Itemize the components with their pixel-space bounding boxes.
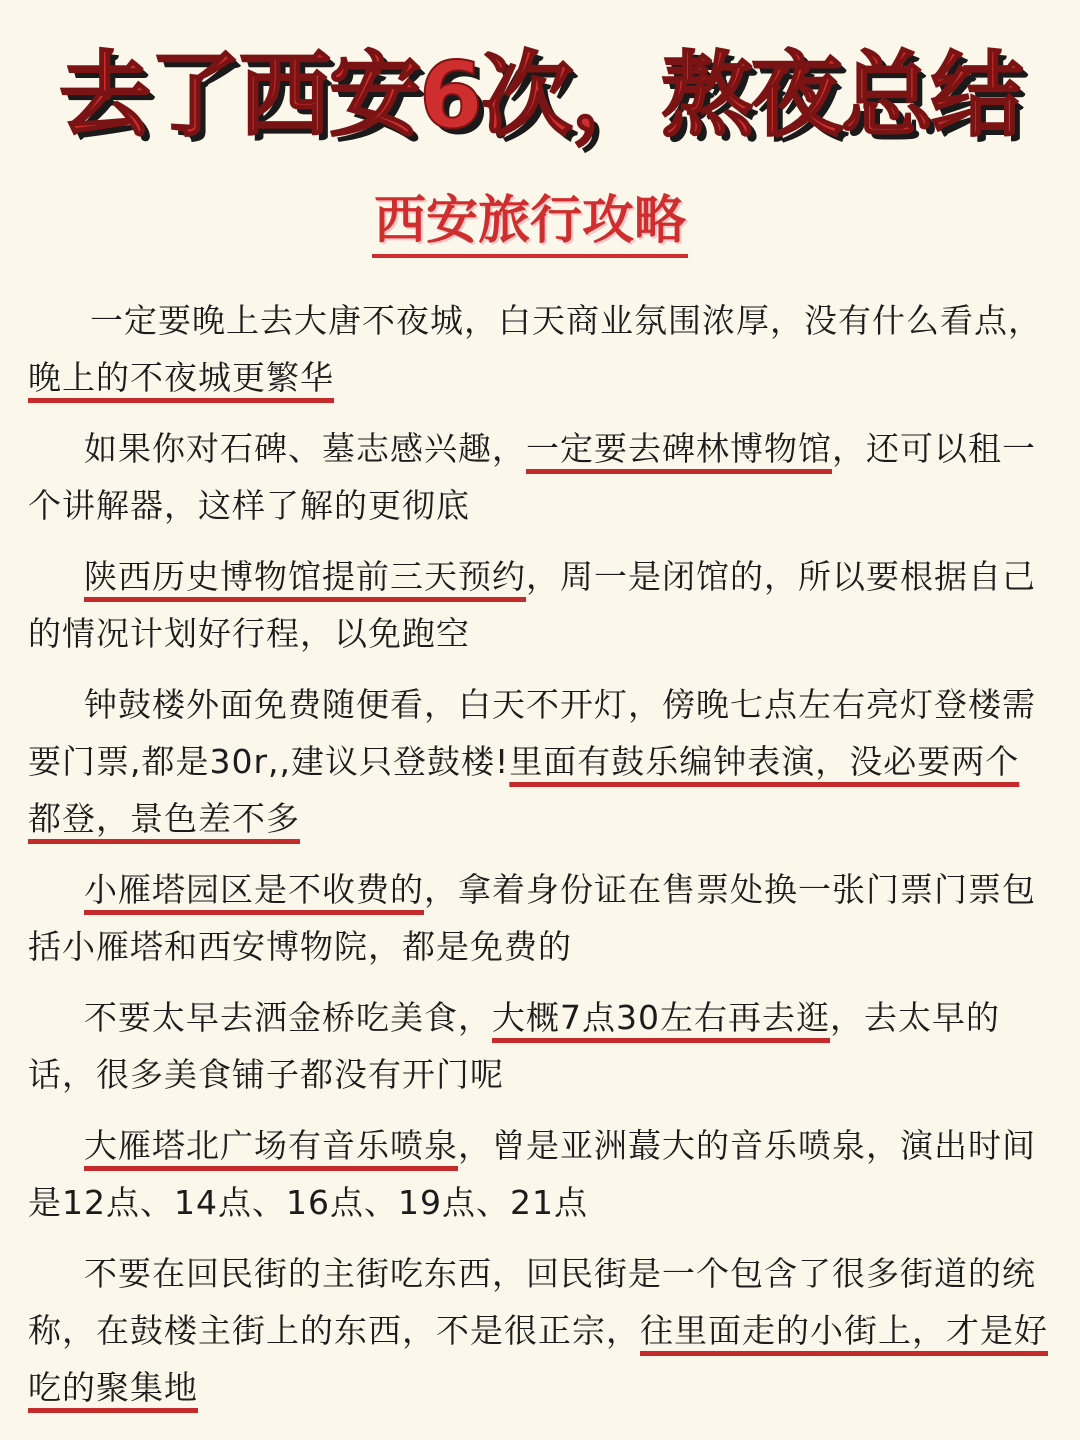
tip-paragraph <box>28 861 1052 975</box>
tip-text: 不要太早去洒金桥吃美食， <box>84 998 492 1037</box>
tip-highlight: 往里面走的小街上，才是好吃的聚集地 <box>28 1311 1048 1407</box>
tip-text: 不要在回民街的主街吃东西，回民街是一个包含了很多街道的统称，在鼓楼主街上的东西，不是很正宗， <box>28 1254 1036 1350</box>
tip-text: ，拿着身份证在售票处换一张门票门票包括小雁塔和西安博物院，都是免费的 <box>28 870 1036 966</box>
tip-paragraph <box>28 420 1052 534</box>
tip-text: ，曾是亚洲蕞大的音乐喷泉，演出时间是12点、14点、16点、19点、21点 <box>28 1126 1036 1222</box>
subtitle-text: 西安旅行攻略 <box>372 188 688 258</box>
tip-highlight: 大雁塔北广场有音乐喷泉 <box>84 1126 458 1165</box>
tip-paragraph <box>28 292 1052 406</box>
page-title: 去了西安6次，熬夜总结 <box>58 42 1021 149</box>
tip-paragraph <box>28 1117 1052 1231</box>
page-subtitle <box>0 188 1000 258</box>
tips-list <box>28 292 1052 1430</box>
tip-highlight: 里面有鼓乐编钟表演，没必要两个都登，景色差不多 <box>28 742 1020 838</box>
tip-paragraph <box>28 676 1052 847</box>
tip-highlight: 大概7点30左右再去逛 <box>492 998 830 1037</box>
tip-text: 一定要晚上去大唐不夜城，白天商业氛围浓厚，没有什么看点， <box>90 301 1042 340</box>
tip-paragraph <box>28 1245 1052 1416</box>
tip-text: ，去太早的话，很多美食铺子都没有开门呢 <box>28 998 1000 1094</box>
tip-text: 如果你对石碑、墓志感兴趣， <box>84 429 526 468</box>
tip-highlight: 晚上的不夜城更繁华 <box>28 358 334 397</box>
tip-text: ，还可以租一个讲解器，这样了解的更彻底 <box>28 429 1036 525</box>
tip-paragraph <box>28 548 1052 662</box>
tip-text: ，周一是闭馆的，所以要根据自己的情况计划好行程，以免跑空 <box>28 557 1036 653</box>
tip-highlight: 一定要去碑林博物馆 <box>526 429 832 468</box>
tip-text: 钟鼓楼外面免费随便看，白天不开灯，傍晚七点左右亮灯登楼需要门票,都是30r,,建议只登鼓楼! <box>28 685 1036 781</box>
tip-paragraph <box>28 989 1052 1103</box>
tip-highlight: 陕西历史博物馆提前三天预约 <box>84 557 526 596</box>
tip-highlight: 小雁塔园区是不收费的 <box>84 870 424 909</box>
